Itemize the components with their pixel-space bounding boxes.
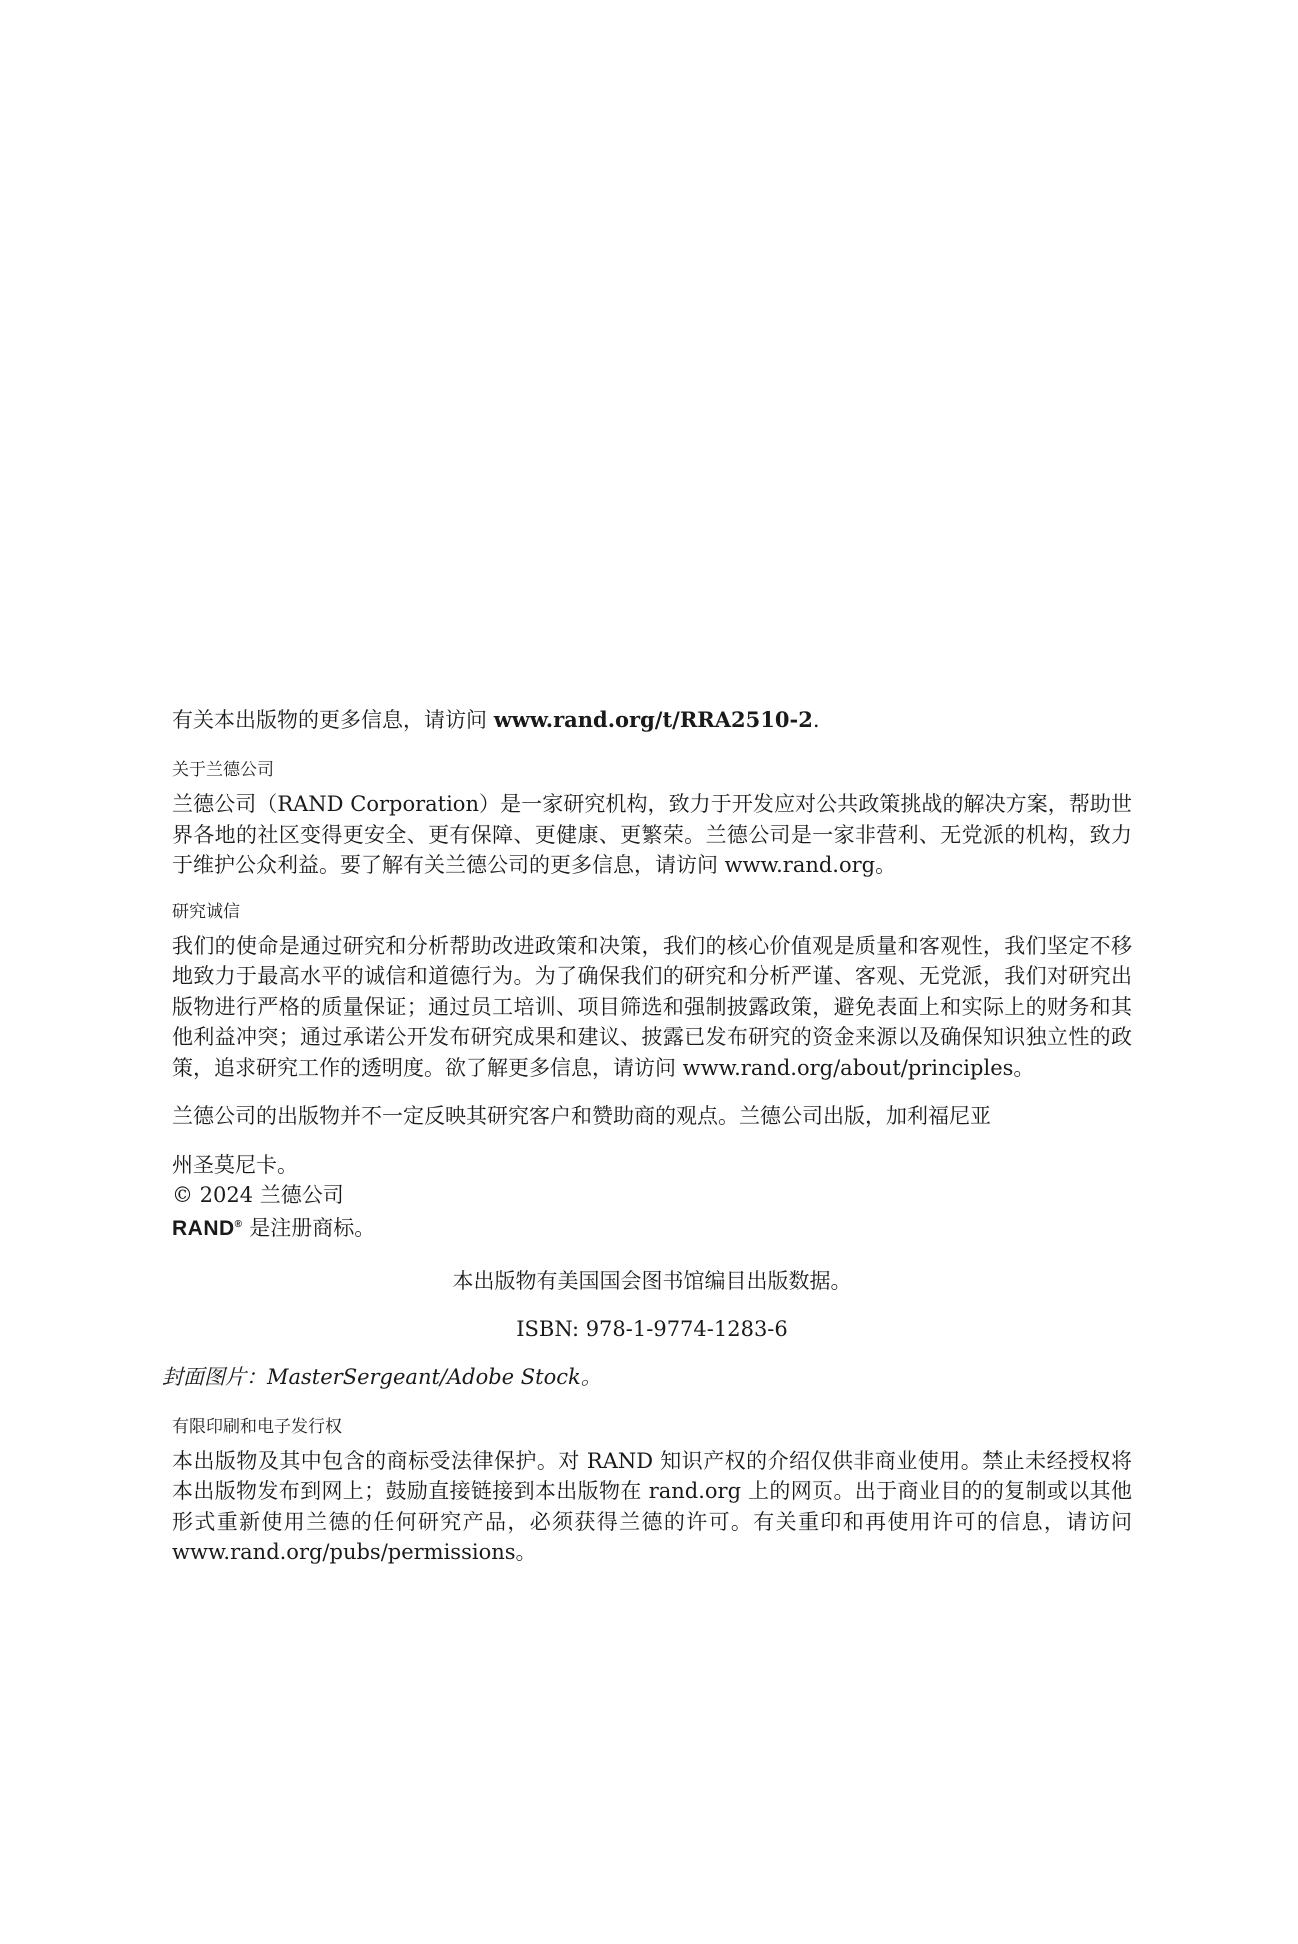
integrity-heading: 研究诚信 <box>172 901 240 922</box>
more-info-line <box>172 705 1132 735</box>
copyright-page <box>162 705 1132 1586</box>
more-info-link[interactable]: www.rand.org/t/RRA2510-2 <box>493 707 813 732</box>
about-heading: 关于兰德公司 <box>172 760 274 780</box>
copyright-text: © 2024 兰德公司 <box>172 1182 344 1207</box>
more-info-suffix: . <box>812 708 820 732</box>
integrity-body: 我们的使命是通过研究和分析帮助改进政策和决策，我们的核心价值观是质量和客观性，我们坚定不移地致力于最高水平的诚信和道德行为。为了确保我们的研究和分析严谨、客观、无党派，我们对研究出版物进行严格的质量保证；通过员工培训、项目筛选和强制披露政策，避免表面上和实际上的财务和其他利益冲突；通过承诺公开发布研究成果和建议、披露已发布研究的资金来源以及确保知识独立性的政策，追求研究工作的透明度。欲了解更多信息，请访问 www.rand.org/about/principles。 <box>172 933 1132 1080</box>
catalog-text: 本出版物有美国国会图书馆编目出版数据。 <box>452 1268 852 1293</box>
location-text: 州圣莫尼卡。 <box>172 1152 298 1177</box>
registered-symbol: ® <box>234 1218 243 1230</box>
trademark-line <box>172 1210 1132 1244</box>
cover-image-credit: 封面图片：MasterSergeant/Adobe Stock。 <box>162 1364 602 1389</box>
reprint-body: 本出版物及其中包含的商标受法律保护。对 RAND 知识产权的介绍仅供非商业使用。禁止未经授权将本出版物发布到网上；鼓励直接链接到本出版物在 rand.org 上的网页。出于商业目的的复制或以其他形式重新使用兰德的任何研究产品，必须获得兰德的许可。有关重印和再使用许可的信息，请访问 www.rand.org/pubs/permissions。 <box>172 1448 1132 1564</box>
rand-mark-text: RAND <box>172 1216 235 1240</box>
reprint-heading: 有限印刷和电子发行权 <box>172 1416 342 1437</box>
more-info-prefix: 有关本出版物的更多信息，请访问 <box>172 708 494 732</box>
trademark-text: 是注册商标。 <box>242 1215 376 1240</box>
about-body: 兰德公司（RAND Corporation）是一家研究机构，致力于开发应对公共政策挑战的解决方案，帮助世界各地的社区变得更安全、更有保障、更健康、更繁荣。兰德公司是一家非营利、无党派的机构，致力于维护公众利益。要了解有关兰德公司的更多信息，请访问 www.rand.org。 <box>172 792 1132 877</box>
rand-wordmark <box>172 1217 243 1240</box>
disclaimer-text: 兰德公司的出版物并不一定反映其研究客户和赞助商的观点。兰德公司出版，加利福尼亚 <box>172 1104 991 1128</box>
isbn-text: ISBN: 978-1-9774-1283-6 <box>516 1316 788 1341</box>
